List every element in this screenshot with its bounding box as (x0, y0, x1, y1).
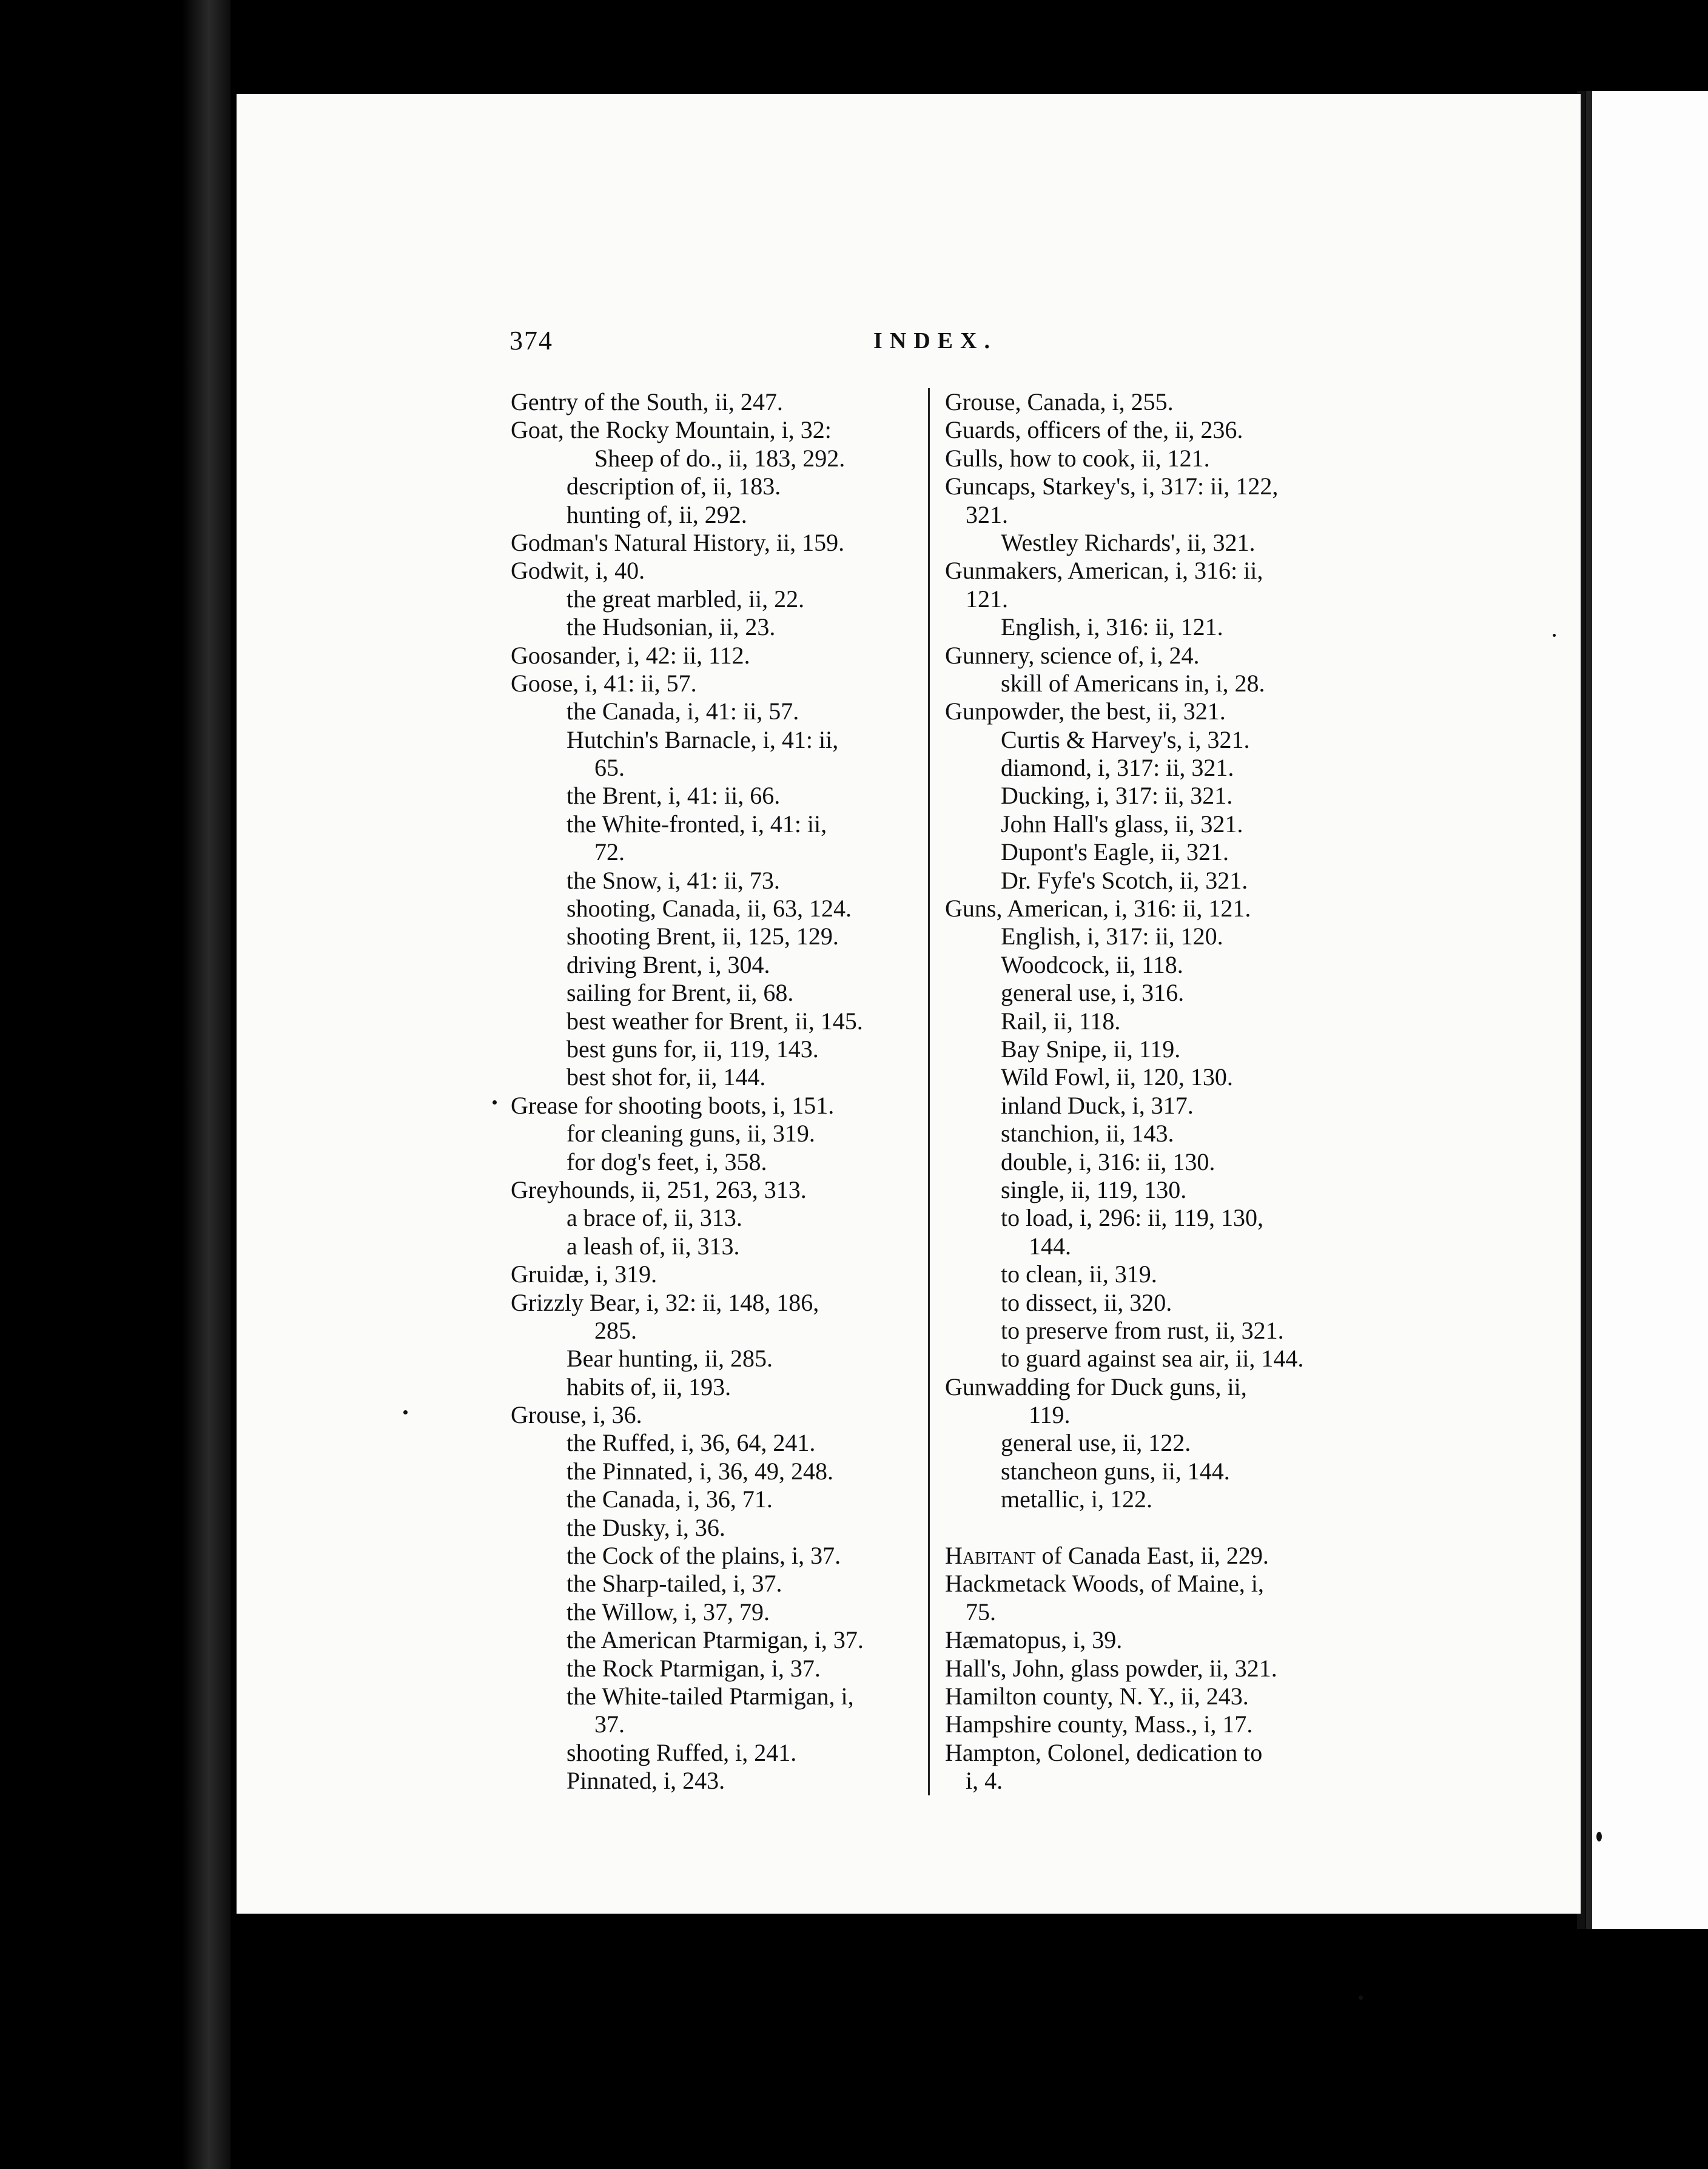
index-subentry: John Hall's glass, ii, 321. (1001, 810, 1243, 838)
index-entry: Godwit, i, 40. (511, 557, 645, 585)
index-subentry: skill of Americans in, i, 28. (1001, 669, 1265, 697)
index-subentry: Bear hunting, ii, 285. (567, 1345, 773, 1373)
index-subentry: the White-fronted, i, 41: ii, (567, 810, 827, 838)
index-entry: Gulls, how to cook, ii, 121. (945, 444, 1210, 472)
index-subentry: a leash of, ii, 313. (567, 1232, 740, 1260)
index-subentry: Dupont's Eagle, ii, 321. (1001, 838, 1229, 866)
page-speck (1553, 634, 1556, 637)
index-subentry: the Rock Ptarmigan, i, 37. (567, 1654, 821, 1682)
index-entry: Gentry of the South, ii, 247. (511, 388, 783, 415)
index-subentry: for dog's feet, i, 358. (567, 1148, 767, 1175)
index-entry: Godman's Natural History, ii, 159. (511, 528, 845, 556)
index-entry: Gunmakers, American, i, 316: ii, (945, 557, 1263, 585)
index-subentry: best weather for Brent, ii, 145. (567, 1007, 863, 1035)
index-subentry: Sheep of do., ii, 183, 292. (594, 444, 846, 472)
index-subentry: Rail, ii, 118. (1001, 1007, 1121, 1035)
index-entry: Guncaps, Starkey's, i, 317: ii, 122, (945, 472, 1279, 500)
index-subentry: for cleaning guns, ii, 319. (567, 1120, 815, 1148)
index-subentry: to load, i, 296: ii, 119, 130, (1001, 1204, 1263, 1232)
index-subentry: 75. (966, 1598, 996, 1626)
index-subentry: English, i, 316: ii, 121. (1001, 613, 1223, 641)
index-subentry: best guns for, ii, 119, 143. (567, 1035, 819, 1063)
index-subentry: 144. (1029, 1232, 1071, 1260)
index-column-left (511, 388, 923, 1795)
index-subentry: general use, i, 316. (1001, 979, 1185, 1007)
index-subentry: Bay Snipe, ii, 119. (1001, 1035, 1181, 1063)
index-entry: Gunnery, science of, i, 24. (945, 641, 1200, 669)
index-entry: Goosander, i, 42: ii, 112. (511, 641, 750, 669)
index-subentry: Woodcock, ii, 118. (1001, 950, 1183, 978)
index-subentry: to dissect, ii, 320. (1001, 1288, 1172, 1316)
index-subentry: metallic, i, 122. (1001, 1485, 1152, 1513)
page-speck (1596, 1832, 1602, 1841)
index-subentry: shooting, Canada, ii, 63, 124. (567, 895, 852, 923)
index-subentry: Dr. Fyfe's Scotch, ii, 321. (1001, 866, 1248, 894)
index-subentry: Curtis & Harvey's, i, 321. (1001, 725, 1250, 753)
index-subentry: habits of, ii, 193. (567, 1373, 731, 1401)
index-entry: Gruidæ, i, 319. (511, 1260, 657, 1288)
index-entry-lead: Habitant (945, 1542, 1036, 1570)
index-subentry: sailing for Brent, ii, 68. (567, 979, 794, 1007)
index-column-right (945, 388, 1370, 1795)
index-subentry: double, i, 316: ii, 130. (1001, 1148, 1215, 1175)
index-entry: Hæmatopus, i, 39. (945, 1626, 1123, 1654)
index-subentry: driving Brent, i, 304. (567, 950, 770, 978)
index-subentry: stancheon guns, ii, 144. (1001, 1457, 1230, 1485)
index-subentry: the Canada, i, 36, 71. (567, 1485, 773, 1513)
index-subentry: diamond, i, 317: ii, 321. (1001, 754, 1234, 782)
index-subentry: 321. (966, 500, 1008, 528)
index-subentry: inland Duck, i, 317. (1001, 1091, 1194, 1119)
index-entry: Grouse, i, 36. (511, 1401, 642, 1429)
index-subentry: Wild Fowl, ii, 120, 130. (1001, 1063, 1233, 1091)
index-subentry: general use, ii, 122. (1001, 1429, 1191, 1457)
index-entry: Hampshire county, Mass., i, 17. (945, 1710, 1253, 1738)
index-subentry: description of, ii, 183. (567, 472, 781, 500)
index-subentry: shooting Brent, ii, 125, 129. (567, 923, 839, 950)
facing-page-edge (1586, 91, 1708, 1929)
page-number: 374 (509, 326, 553, 355)
index-subentry: the Pinnated, i, 36, 49, 248. (567, 1457, 833, 1485)
index-entry: Grizzly Bear, i, 32: ii, 148, 186, (511, 1288, 819, 1316)
index-subentry: Hutchin's Barnacle, i, 41: ii, (567, 725, 839, 753)
index-subentry: 285. (594, 1316, 637, 1344)
index-subentry: 121. (966, 585, 1008, 613)
index-subentry: the Ruffed, i, 36, 64, 241. (567, 1429, 816, 1457)
index-subentry: the Cock of the plains, i, 37. (567, 1542, 841, 1570)
index-entry: Hamilton county, N. Y., ii, 243. (945, 1682, 1249, 1710)
index-subentry: to clean, ii, 319. (1001, 1260, 1157, 1288)
index-entry: Greyhounds, ii, 251, 263, 313. (511, 1175, 807, 1203)
index-subentry: the White-tailed Ptarmigan, i, (567, 1682, 854, 1710)
index-subentry: the Hudsonian, ii, 23. (567, 613, 776, 641)
running-title: INDEX. (873, 328, 997, 354)
index-subentry: the American Ptarmigan, i, 37. (567, 1626, 864, 1654)
index-subentry: Westley Richards', ii, 321. (1001, 528, 1256, 556)
index-entry: Guns, American, i, 316: ii, 121. (945, 895, 1251, 923)
index-subentry: stanchion, ii, 143. (1001, 1120, 1174, 1148)
page-speck (403, 1410, 408, 1414)
index-entry: Goose, i, 41: ii, 57. (511, 669, 697, 697)
index-spacer (945, 1514, 1370, 1542)
index-subentry: English, i, 317: ii, 120. (1001, 923, 1223, 950)
index-subentry: shooting Ruffed, i, 241. (567, 1738, 797, 1766)
index-subentry: the great marbled, ii, 22. (567, 585, 805, 613)
index-entry: Grouse, Canada, i, 255. (945, 388, 1174, 415)
index-entry: Gunwadding for Duck guns, ii, (945, 1373, 1247, 1401)
index-subentry: 65. (594, 754, 625, 782)
index-entry: Hall's, John, glass powder, ii, 321. (945, 1654, 1277, 1682)
index-subentry: Pinnated, i, 243. (567, 1767, 725, 1795)
page-header (509, 325, 1371, 362)
index-entry: Guards, officers of the, ii, 236. (945, 416, 1243, 444)
index-subentry: to preserve from rust, ii, 321. (1001, 1316, 1284, 1344)
index-subentry: 37. (594, 1710, 625, 1738)
index-subentry: to guard against sea air, ii, 144. (1001, 1345, 1304, 1373)
index-entry: Hampton, Colonel, dedication to (945, 1738, 1263, 1766)
index-subentry: the Dusky, i, 36. (567, 1513, 725, 1541)
index-subentry: i, 4. (966, 1767, 1003, 1795)
index-subentry: single, ii, 119, 130. (1001, 1175, 1187, 1203)
index-subentry: a brace of, ii, 313. (567, 1204, 742, 1232)
index-subentry: the Willow, i, 37, 79. (567, 1598, 770, 1626)
index-subentry: best shot for, ii, 144. (567, 1063, 766, 1091)
index-subentry: the Brent, i, 41: ii, 66. (567, 782, 781, 810)
index-subentry: 72. (594, 838, 625, 866)
index-entry: Grease for shooting boots, i, 151. (511, 1091, 835, 1119)
page-speck (493, 1100, 497, 1105)
index-subentry: the Snow, i, 41: ii, 73. (567, 866, 780, 894)
index-subentry: Ducking, i, 317: ii, 321. (1001, 782, 1233, 810)
page-speck (1359, 1996, 1363, 2000)
index-entry: Hackmetack Woods, of Maine, i, (945, 1570, 1264, 1598)
book-spine-shadow (182, 0, 230, 2169)
index-entry: Goat, the Rocky Mountain, i, 32: (511, 416, 832, 444)
index-subentry: 119. (1029, 1401, 1071, 1429)
index-subentry: hunting of, ii, 292. (567, 500, 747, 528)
index-entry: Habitant of Canada East, ii, 229. (945, 1542, 1269, 1570)
column-divider (928, 388, 930, 1795)
index-subentry: the Sharp-tailed, i, 37. (567, 1570, 782, 1598)
index-entry: Gunpowder, the best, ii, 321. (945, 698, 1226, 725)
index-subentry: the Canada, i, 41: ii, 57. (567, 698, 799, 725)
